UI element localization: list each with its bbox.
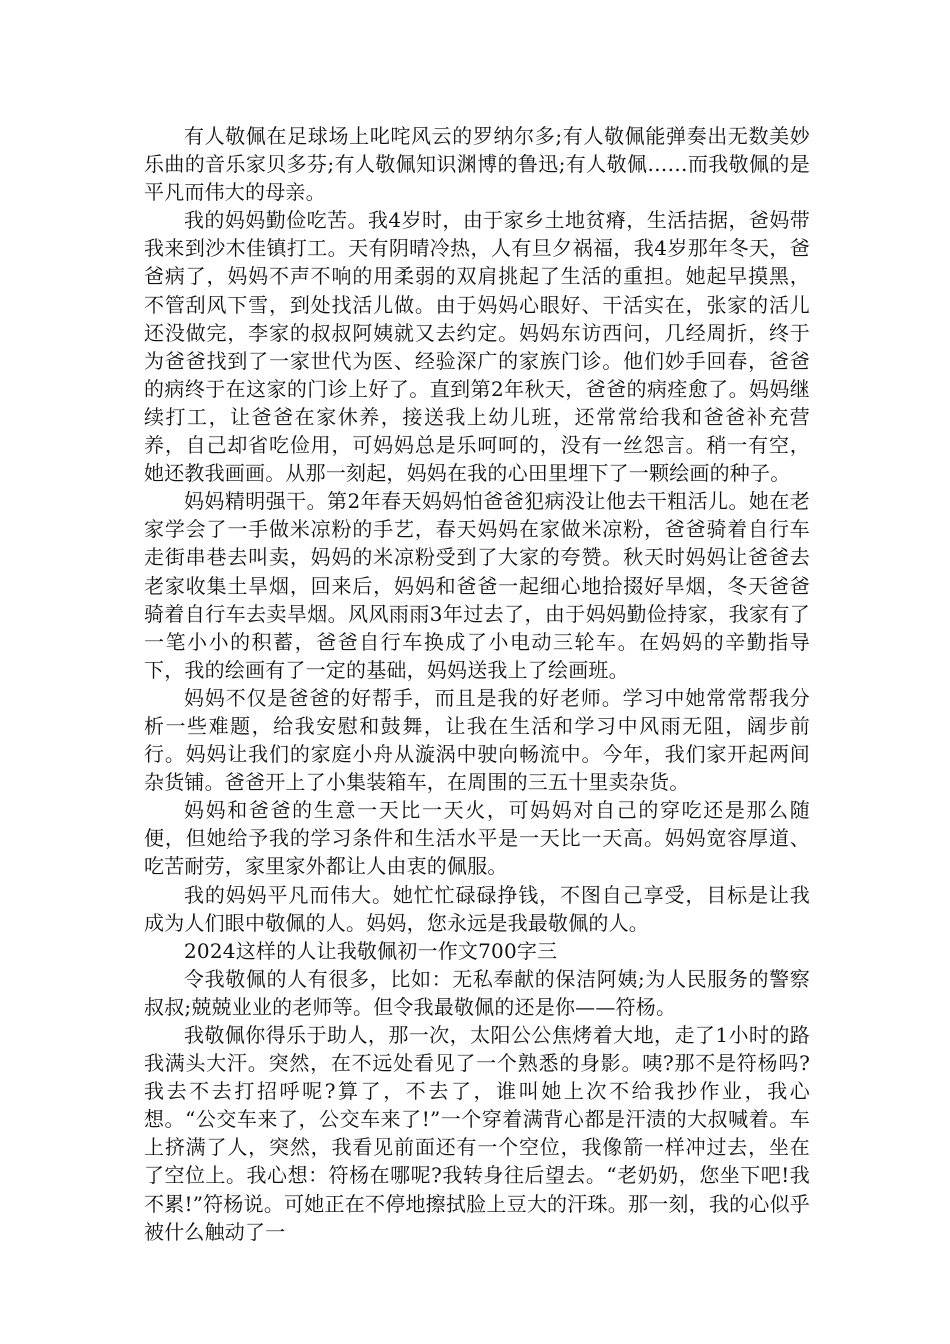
- section-title: 2024这样的人让我敬佩初一作文700字三: [184, 938, 558, 963]
- document-body: [144, 122, 810, 1246]
- paragraph-section-story: 我敬佩你得乐于助人，那一次，太阳公公焦烤着大地，走了1小时的路我满头大汗。突然，在不远处看见了一个熟悉的身影。咦?那不是符杨吗?我去不去打招呼呢?算了，不去了，谁叫她上次不给我抄作业，我心想。“公交车来了，公交车来了!”一个穿着满背心都是汗渍的大叔喊着。车上挤满了人，突然，我看见前面还有一个空位，我像箭一样冲过去，坐在了空位上。我心想：符杨在哪呢?我转身往后望去。“老奶奶，您坐下吧!我不累!”符杨说。可她正在不停地擦拭脸上豆大的汗珠。那一刻，我的心似乎被什么触动了一: [144, 1023, 810, 1244]
- paragraph-section-intro: 令我敬佩的人有很多，比如：无私奉献的保洁阿姨;为人民服务的警察叔叔;兢兢业业的老师等。但令我最敬佩的还是你——符杨。: [144, 966, 810, 1019]
- paragraph-intro: 有人敬佩在足球场上叱咤风云的罗纳尔多;有人敬佩能弹奏出无数美妙乐曲的音乐家贝多芬;有人敬佩知识渊博的鲁迅;有人敬佩……而我敬佩的是平凡而伟大的母亲。: [144, 124, 810, 205]
- paragraph-teacher: 妈妈不仅是爸爸的好帮手，而且是我的好老师。学习中她常常帮我分析一些难题，给我安慰和鼓舞，让我在生活和学习中风雨无阻，阔步前行。妈妈让我们的家庭小舟从漩涡中驶向畅流中。今年，我们家开起两间杂货铺。爸爸开上了小集装箱车，在周围的三五十里卖杂货。: [144, 685, 810, 795]
- paragraph-conclusion: 我的妈妈平凡而伟大。她忙忙碌碌挣钱，不图自己享受，目标是让我成为人们眼中敬佩的人。妈妈，您永远是我最敬佩的人。: [144, 882, 810, 935]
- paragraph-capable: 妈妈精明强干。第2年春天妈妈怕爸爸犯病没让他去干粗活儿。她在老家学会了一手做米凉粉的手艺，春天妈妈在家做米凉粉，爸爸骑着自行车走街串巷去叫卖，妈妈的米凉粉受到了大家的夸赞。秋天时妈妈让爸爸去老家收集土旱烟，回来后，妈妈和爸爸一起细心地拾掇好旱烟，冬天爸爸骑着自行车去卖旱烟。风风雨雨3年过去了，由于妈妈勤俭持家，我家有了一笔小小的积蓄，爸爸自行车换成了小电动三轮车。在妈妈的辛勤指导下，我的绘画有了一定的基础，妈妈送我上了绘画班。: [144, 489, 810, 682]
- paragraph-hardworking: 我的妈妈勤俭吃苦。我4岁时，由于家乡土地贫瘠，生活拮据，爸妈带我来到沙木佳镇打工。天有阴晴冷热，人有旦夕祸福，我4岁那年冬天，爸爸病了，妈妈不声不响的用柔弱的双肩挑起了生活的重担。她起早摸黑，不管刮风下雪，到处找活儿做。由于妈妈心眼好、干活实在，张家的活儿还没做完，李家的叔叔阿姨就又去约定。妈妈东访西问，几经周折，终于为爸爸找到了一家世代为医、经验深广的家族门诊。他们妙手回春，爸爸的病终于在这家的门诊上好了。直到第2年秋天，爸爸的病痊愈了。妈妈继续打工，让爸爸在家休养，接送我上幼儿班，还常常给我和爸爸补充营养，自己却省吃俭用，可妈妈总是乐呵呵的，没有一丝怨言。稍一有空，她还教我画画。从那一刻起，妈妈在我的心田里埋下了一颗绘画的种子。: [144, 208, 810, 486]
- paragraph-business: 妈妈和爸爸的生意一天比一天火，可妈妈对自己的穿吃还是那么随便，但她给予我的学习条件和生活水平是一天比一天高。妈妈宽容厚道、吃苦耐劳，家里家外都让人由衷的佩服。: [144, 798, 810, 879]
